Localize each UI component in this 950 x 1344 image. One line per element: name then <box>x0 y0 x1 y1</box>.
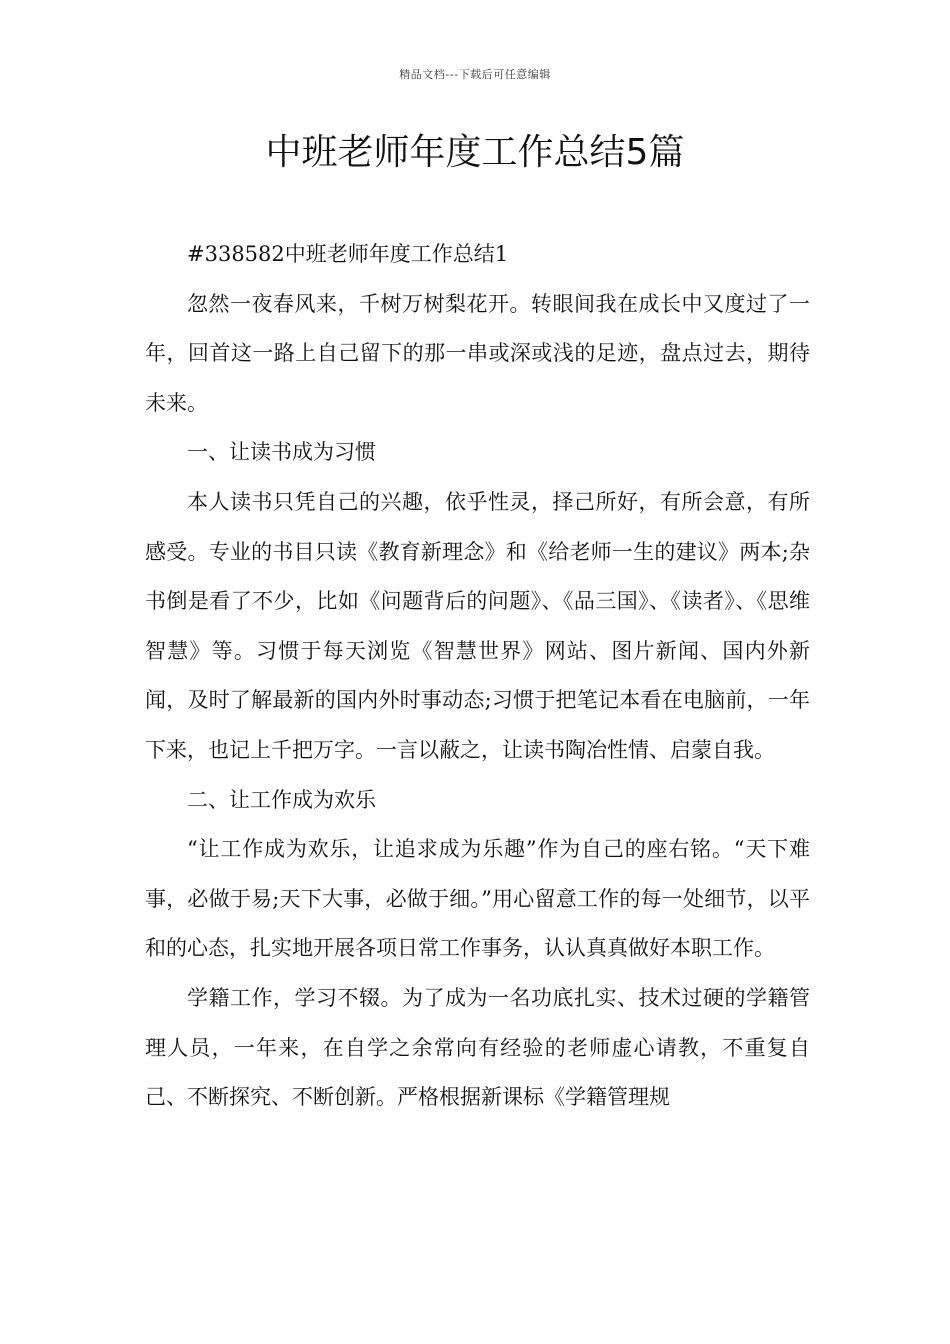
document-body <box>145 230 810 1123</box>
paragraph-student-records: 学籍工作，学习不辍。为了成为一名功底扎实、技术过硬的学籍管理人员，一年来，在自学之余常向有经验的老师虚心请教，不重复自己、不断探究、不断创新。严格根据新课标《学籍管理规 <box>145 985 810 1110</box>
paragraph-work: “让工作成为欢乐，让追求成为乐趣”作为自己的座右铭。“天下难事，必做于易;天下大事，必做于细。”用心留意工作的每一处细节，以平和的心态，扎实地开展各项日常工作事务，认认真真做好本职工作。 <box>145 837 810 961</box>
section-heading-reading: 一、让读书成为习惯 <box>187 440 376 465</box>
paragraph-intro: 忽然一夜春风来，千树万树梨花开。转眼间我在成长中又度过了一年，回首这一路上自己留下的那一串或深或浅的足迹，盘点过去，期待未来。 <box>145 291 810 415</box>
paragraph-reading: 本人读书只凭自己的兴趣，依乎性灵，择己所好，有所会意，有所感受。专业的书目只读《教育新理念》和《给老师一生的建议》两本;杂书倒是看了不少，比如《问题背后的问题》、《品三国》、《读者》、《思维智慧》等。习惯于每天浏览《智慧世界》网站、图片新闻、国内外新闻，及时了解最新的国内外时事动态;习惯于把笔记本看在电脑前，一年下来，也记上千把万字。一言以蔽之，让读书陶冶性情、启蒙自我。 <box>145 489 810 762</box>
section-heading-summary-1: #338582中班老师年度工作总结1 <box>187 242 509 266</box>
section-heading-work: 二、让工作成为欢乐 <box>187 787 376 812</box>
header-note: 精品文档---下载后可任意编辑 <box>399 68 551 81</box>
document-title: 中班老师年度工作总结5篇 <box>265 132 685 173</box>
